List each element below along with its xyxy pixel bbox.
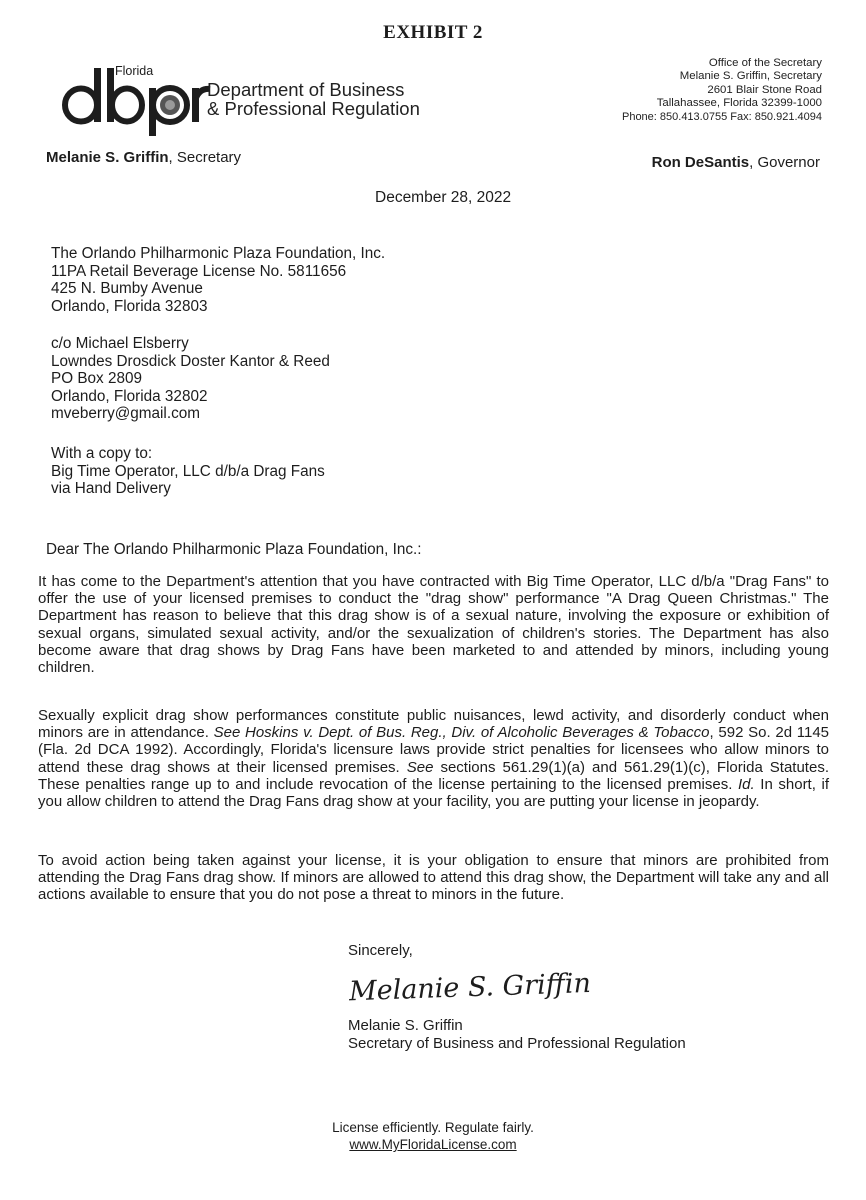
office-line: 2601 Blair Stone Road bbox=[707, 83, 822, 96]
signer-title: Secretary of Business and Professional Regulation bbox=[348, 1035, 686, 1052]
governor-title: , Governor bbox=[749, 154, 820, 171]
department-line-2: & Professional Regulation bbox=[207, 98, 420, 119]
citation-id: Id. bbox=[737, 775, 755, 793]
closing: Sincerely, bbox=[348, 942, 413, 959]
address-line: Orlando, Florida 32802 bbox=[51, 387, 208, 405]
paragraph-2-text: , 592 So. 2d 1145 (Fla. 2d DCA 1992). Accordingly, Florida's licensure laws provide strict penalties for licensees who allow minors to attend these drag shows at their licensed premises. bbox=[38, 724, 830, 776]
case-citation: See Hoskins v. Dept. of Bus. Reg., Div. of Alcoholic Beverages & Tobacco bbox=[213, 724, 710, 742]
office-line: Tallahassee, Florida 32399-1000 bbox=[656, 97, 822, 110]
copy-line: With a copy to: bbox=[51, 445, 153, 462]
handwritten-signature bbox=[345, 958, 615, 1018]
secretary-title: , Secretary bbox=[168, 149, 242, 166]
footer-website-link[interactable]: www.MyFloridaLicense.com bbox=[349, 1137, 517, 1152]
governor-name: Ron DeSantis bbox=[651, 154, 750, 171]
secretary-line bbox=[46, 149, 241, 166]
citation-signal: See bbox=[406, 758, 434, 776]
office-line: Phone: 850.413.0755 Fax: 850.921.4094 bbox=[621, 110, 822, 123]
department-name bbox=[207, 80, 420, 118]
footer bbox=[0, 1119, 866, 1153]
address-line: Lowndes Drosdick Doster Kantor & Reed bbox=[51, 352, 330, 370]
address-line: Orlando, Florida 32803 bbox=[51, 297, 208, 315]
paragraph-2-text: In short, if you allow children to attend the Drag Fans drag show at your facility, you are putting your license in jeopardy. bbox=[38, 775, 829, 811]
address-line: c/o Michael Elsberry bbox=[51, 335, 189, 352]
address-line: 11PA Retail Beverage License No. 5811656 bbox=[51, 262, 347, 280]
recipient-address bbox=[51, 245, 385, 315]
address-line: 425 N. Bumby Avenue bbox=[51, 280, 203, 298]
exhibit-label: EXHIBIT 2 bbox=[383, 22, 483, 43]
office-address bbox=[622, 57, 822, 124]
governor-line bbox=[652, 154, 820, 171]
office-line: Melanie S. Griffin, Secretary bbox=[679, 70, 822, 83]
state-label: Florida bbox=[115, 64, 154, 78]
office-line: Office of the Secretary bbox=[708, 57, 822, 69]
signer-block bbox=[348, 1017, 686, 1053]
secretary-name: Melanie S. Griffin bbox=[46, 149, 169, 166]
care-of-address bbox=[51, 335, 330, 423]
salutation: Dear The Orlando Philharmonic Plaza Foundation, Inc.: bbox=[46, 541, 422, 558]
paragraph-2-text: Sexually explicit drag show performances constitute public nuisances, lewd activity, and disorderly conduct when minors are in attendance. bbox=[38, 707, 829, 742]
copy-line: Big Time Operator, LLC d/b/a Drag Fans bbox=[51, 462, 325, 480]
paragraph-2-text: sections 561.29(1)(a) and 561.29(1)(c), Florida Statutes. These penalties range up to and include revocation of the license pertaining to the licensed premises. bbox=[38, 758, 829, 793]
footer-tagline: License efficiently. Regulate fairly. bbox=[332, 1120, 534, 1135]
address-line: PO Box 2809 bbox=[51, 370, 142, 388]
copy-line: via Hand Delivery bbox=[51, 480, 171, 498]
signer-name: Melanie S. Griffin bbox=[348, 1017, 463, 1034]
address-line: The Orlando Philharmonic Plaza Foundation, Inc. bbox=[51, 245, 386, 262]
paragraph-2 bbox=[38, 707, 829, 810]
letter-date: December 28, 2022 bbox=[375, 189, 512, 206]
department-line-1: Department of Business bbox=[207, 79, 405, 100]
paragraph-3: To avoid action being taken against your license, it is your obligation to ensure that minors are prohibited from attending the Drag Fans drag show. If minors are allowed to attend this drag show, the Department will take any and all actions available to ensure that you do not pose a threat to minors in the future. bbox=[38, 852, 829, 904]
email-line: mveberry@gmail.com bbox=[51, 405, 200, 423]
signature-text: Melanie S. Griffin bbox=[348, 967, 592, 1008]
copy-to-block bbox=[51, 445, 325, 498]
paragraph-1: It has come to the Department's attention that you have contracted with Big Time Operator, LLC d/b/a "Drag Fans" to offer the use of your licensed premises to conduct the "drag show" performance "A Drag Queen Christmas." The Department has reason to believe that this drag show is of a sexual nature, involving the exposure or exhibition of sexual organs, simulated sexual activity, and/or the sexualization of children's stories. The Department has also become aware that drag shows by Drag Fans have been marketed to and attended by minors, including young children. bbox=[38, 573, 829, 677]
